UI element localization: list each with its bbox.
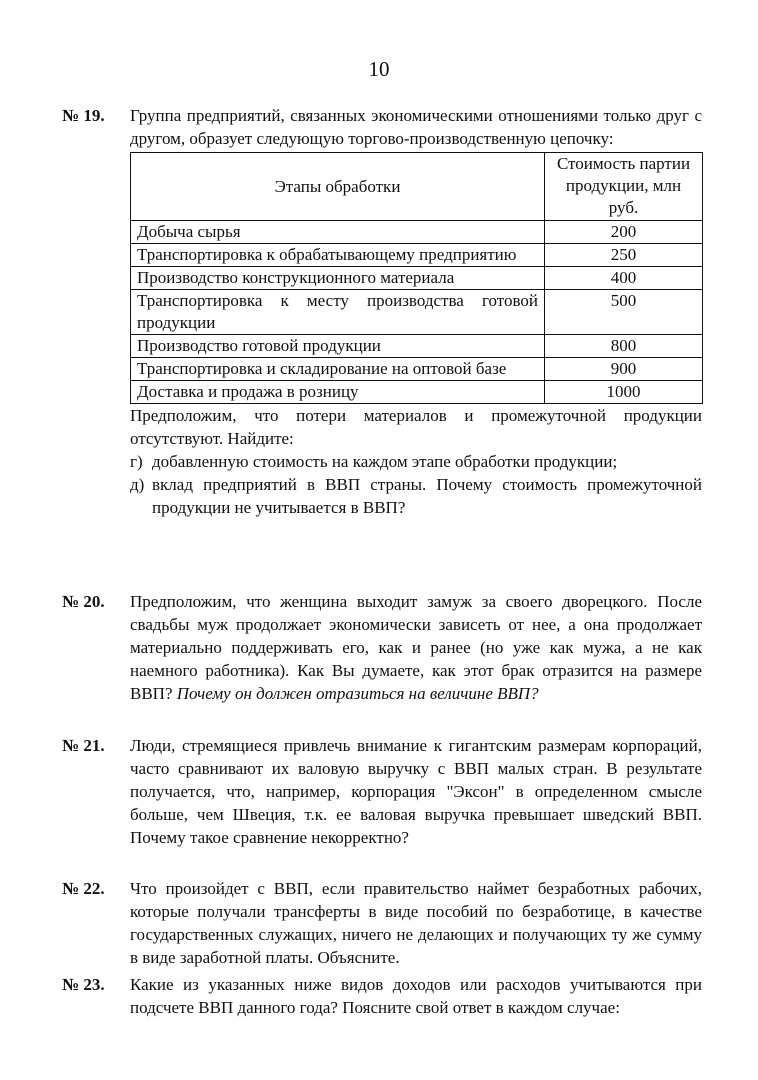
stage-cell: Транспортировка к месту производства готовой продукции [131, 290, 545, 335]
problem-text [130, 590, 702, 705]
question-text: вклад предприятий в ВВП страны. Почему стоимость промежуточной продукции не учитывается в ВВП? [152, 475, 702, 517]
problem-number: № 21. [62, 736, 105, 755]
question-item [130, 450, 702, 473]
page-number: 10 [368, 57, 390, 81]
table-header [131, 153, 703, 221]
question-item [130, 473, 702, 519]
table-row [131, 267, 703, 290]
table-row [131, 381, 703, 404]
problem-text: Какие из указанных ниже видов доходов или расходов учитываются при подсчете ВВП данного года? Поясните свой ответ в каждом случае: [130, 975, 702, 1017]
problem-19 [62, 104, 702, 519]
table-row [131, 335, 703, 358]
stage-cell: Транспортировка к обрабатывающему предприятию [131, 244, 545, 267]
cost-cell: 400 [545, 267, 703, 290]
problem-number: № 20. [62, 592, 105, 611]
problem-number: № 23. [62, 975, 105, 994]
cost-cell: 500 [545, 290, 703, 335]
stage-cell: Транспортировка и складирование на оптовой базе [131, 358, 545, 381]
problem-23 [62, 973, 702, 1019]
problem-text: Что произойдет с ВВП, если правительство наймет безработных рабочих, которые получали трансферты в виде пособий по безработице, в качестве государственных служащих, ничего не делающих и получающих ту же сумму в виде заработной платы. Объясните. [130, 879, 702, 967]
production-chain-table [130, 152, 703, 404]
stage-cell: Производство готовой продукции [131, 335, 545, 358]
problem-text-after-table: Предположим, что потери материалов и промежуточной продукции отсутствуют. Найдите: [130, 406, 702, 448]
problem-text-italic: Почему он должен отразиться на величине ВВП? [176, 684, 539, 703]
table-row [131, 290, 703, 335]
stage-cell: Доставка и продажа в розницу [131, 381, 545, 404]
stage-cell: Добыча сырья [131, 221, 545, 244]
cost-cell: 800 [545, 335, 703, 358]
question-label: д) [130, 475, 145, 494]
problem-text: Люди, стремящиеся привлечь внимание к гигантским размерам корпораций, часто сравнивают их валовую выручку с ВВП малых стран. В результате получается, что, например, корпорация "Эксон" в определенном смысле больше, чем Швеция, т.к. ее валовая выручка превышает шведский ВВП. Почему такое сравнение некорректно? [130, 736, 702, 847]
question-text: добавленную стоимость на каждом этапе обработки продукции; [152, 452, 618, 471]
header-stage: Этапы обработки [131, 153, 545, 221]
problem-number: № 19. [62, 106, 105, 125]
problem-22 [62, 877, 702, 969]
question-list [130, 450, 702, 519]
header-cost: Стоимость партии продукции, млн руб. [545, 153, 703, 221]
cost-cell: 200 [545, 221, 703, 244]
cost-cell: 900 [545, 358, 703, 381]
table-row [131, 244, 703, 267]
problem-text: Группа предприятий, связанных экономическими отношениями только друг с другом, образует следующую торгово-производственную цепочку: [130, 106, 702, 148]
table-row [131, 358, 703, 381]
question-label: г) [130, 452, 143, 471]
cost-cell: 250 [545, 244, 703, 267]
problem-21 [62, 734, 702, 849]
cost-cell: 1000 [545, 381, 703, 404]
stage-cell: Производство конструкционного материала [131, 267, 545, 290]
table-row [131, 221, 703, 244]
problem-number: № 22. [62, 879, 105, 898]
problem-text-main: Предположим, что женщина выходит замуж за своего дворецкого. После свадьбы муж продолжает экономически зависеть от нее, а она продолжает материально поддерживать его, как и ранее (но уже как мужа, а не как наемного работника). Как Вы думаете, как этот брак отразится на размере ВВП? [130, 592, 702, 703]
problem-20 [62, 590, 702, 705]
